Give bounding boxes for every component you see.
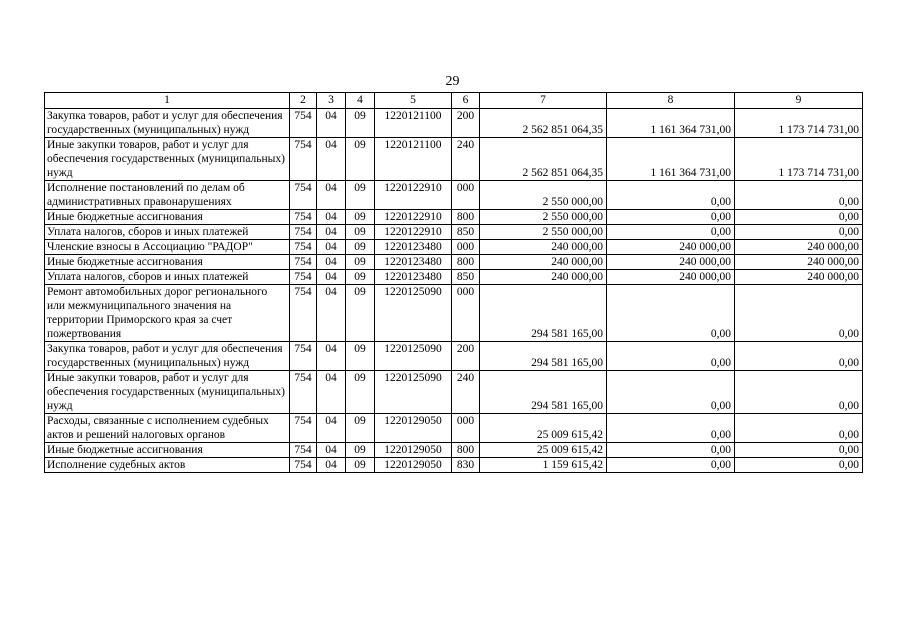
amount-col8-cell: 0,00 bbox=[607, 181, 735, 210]
page-number: 29 bbox=[445, 74, 460, 89]
subsection-code-cell: 09 bbox=[346, 342, 375, 371]
amount-col9-cell: 0,00 bbox=[735, 414, 863, 443]
header-cell: 2 bbox=[290, 93, 317, 109]
expense-type-cell: 800 bbox=[452, 210, 480, 225]
subsection-code-cell: 09 bbox=[346, 270, 375, 285]
target-article-cell: 1220121100 bbox=[375, 138, 452, 181]
header-cell: 6 bbox=[452, 93, 480, 109]
subsection-code-cell: 09 bbox=[346, 109, 375, 138]
amount-col9-cell: 240 000,00 bbox=[735, 255, 863, 270]
amount-col8-cell: 240 000,00 bbox=[607, 270, 735, 285]
amount-col9-cell: 240 000,00 bbox=[735, 240, 863, 255]
target-article-cell: 1220125090 bbox=[375, 371, 452, 414]
expense-type-cell: 850 bbox=[452, 270, 480, 285]
amount-col7-cell: 2 550 000,00 bbox=[480, 210, 607, 225]
gov-code-cell: 754 bbox=[290, 225, 317, 240]
section-code-cell: 04 bbox=[317, 342, 346, 371]
amount-col9-cell: 0,00 bbox=[735, 285, 863, 342]
row-name-cell: Расходы, связанные с исполнением судебных актов и решений налоговых органов bbox=[45, 414, 290, 443]
amount-col8-cell: 1 161 364 731,00 bbox=[607, 138, 735, 181]
amount-col9-cell: 0,00 bbox=[735, 443, 863, 458]
target-article-cell: 1220122910 bbox=[375, 210, 452, 225]
amount-col9-cell: 1 173 714 731,00 bbox=[735, 138, 863, 181]
header-cell: 5 bbox=[375, 93, 452, 109]
subsection-code-cell: 09 bbox=[346, 371, 375, 414]
amount-col9-cell: 240 000,00 bbox=[735, 270, 863, 285]
amount-col7-cell: 2 562 851 064,35 bbox=[480, 109, 607, 138]
subsection-code-cell: 09 bbox=[346, 240, 375, 255]
amount-col9-cell: 0,00 bbox=[735, 342, 863, 371]
expense-type-cell: 000 bbox=[452, 414, 480, 443]
row-name-cell: Закупка товаров, работ и услуг для обеспечения государственных (муниципальных) нужд bbox=[45, 109, 290, 138]
target-article-cell: 1220122910 bbox=[375, 181, 452, 210]
gov-code-cell: 754 bbox=[290, 240, 317, 255]
section-code-cell: 04 bbox=[317, 109, 346, 138]
expense-type-cell: 800 bbox=[452, 255, 480, 270]
amount-col9-cell: 1 173 714 731,00 bbox=[735, 109, 863, 138]
header-cell: 9 bbox=[735, 93, 863, 109]
table-row bbox=[45, 138, 863, 181]
section-code-cell: 04 bbox=[317, 240, 346, 255]
row-name-cell: Уплата налогов, сборов и иных платежей bbox=[45, 225, 290, 240]
row-name-cell: Членские взносы в Ассоциацию "РАДОР" bbox=[45, 240, 290, 255]
table-body bbox=[45, 93, 863, 473]
table-row bbox=[45, 443, 863, 458]
row-name-cell: Исполнение судебных актов bbox=[45, 458, 290, 473]
expense-type-cell: 200 bbox=[452, 109, 480, 138]
header-cell: 7 bbox=[480, 93, 607, 109]
amount-col8-cell: 0,00 bbox=[607, 285, 735, 342]
row-name-cell: Иные закупки товаров, работ и услуг для обеспечения государственных (муниципальных) нужд bbox=[45, 138, 290, 181]
target-article-cell: 1220123480 bbox=[375, 270, 452, 285]
table-row bbox=[45, 225, 863, 240]
amount-col8-cell: 0,00 bbox=[607, 225, 735, 240]
amount-col7-cell: 1 159 615,42 bbox=[480, 458, 607, 473]
amount-col7-cell: 25 009 615,42 bbox=[480, 443, 607, 458]
subsection-code-cell: 09 bbox=[346, 181, 375, 210]
table-row bbox=[45, 240, 863, 255]
target-article-cell: 1220125090 bbox=[375, 342, 452, 371]
amount-col7-cell: 240 000,00 bbox=[480, 240, 607, 255]
section-code-cell: 04 bbox=[317, 443, 346, 458]
table-row bbox=[45, 181, 863, 210]
target-article-cell: 1220122910 bbox=[375, 225, 452, 240]
table-row bbox=[45, 342, 863, 371]
expense-type-cell: 000 bbox=[452, 181, 480, 210]
amount-col7-cell: 294 581 165,00 bbox=[480, 285, 607, 342]
section-code-cell: 04 bbox=[317, 225, 346, 240]
subsection-code-cell: 09 bbox=[346, 414, 375, 443]
amount-col9-cell: 0,00 bbox=[735, 371, 863, 414]
table-row bbox=[45, 270, 863, 285]
row-name-cell: Иные бюджетные ассигнования bbox=[45, 210, 290, 225]
row-name-cell: Иные закупки товаров, работ и услуг для обеспечения государственных (муниципальных) нужд bbox=[45, 371, 290, 414]
target-article-cell: 1220125090 bbox=[375, 285, 452, 342]
header-cell: 1 bbox=[45, 93, 290, 109]
section-code-cell: 04 bbox=[317, 210, 346, 225]
section-code-cell: 04 bbox=[317, 255, 346, 270]
expense-type-cell: 240 bbox=[452, 371, 480, 414]
amount-col9-cell: 0,00 bbox=[735, 225, 863, 240]
subsection-code-cell: 09 bbox=[346, 458, 375, 473]
gov-code-cell: 754 bbox=[290, 371, 317, 414]
budget-table bbox=[44, 92, 863, 473]
subsection-code-cell: 09 bbox=[346, 138, 375, 181]
row-name-cell: Уплата налогов, сборов и иных платежей bbox=[45, 270, 290, 285]
subsection-code-cell: 09 bbox=[346, 255, 375, 270]
amount-col7-cell: 240 000,00 bbox=[480, 270, 607, 285]
row-name-cell: Иные бюджетные ассигнования bbox=[45, 255, 290, 270]
table-row bbox=[45, 255, 863, 270]
amount-col7-cell: 294 581 165,00 bbox=[480, 371, 607, 414]
expense-type-cell: 850 bbox=[452, 225, 480, 240]
section-code-cell: 04 bbox=[317, 458, 346, 473]
gov-code-cell: 754 bbox=[290, 414, 317, 443]
amount-col8-cell: 240 000,00 bbox=[607, 255, 735, 270]
section-code-cell: 04 bbox=[317, 285, 346, 342]
row-name-cell: Ремонт автомобильных дорог регионального или межмуниципального значения на территории Приморского края за счет пожертвования bbox=[45, 285, 290, 342]
amount-col9-cell: 0,00 bbox=[735, 458, 863, 473]
amount-col7-cell: 294 581 165,00 bbox=[480, 342, 607, 371]
target-article-cell: 1220129050 bbox=[375, 458, 452, 473]
target-article-cell: 1220129050 bbox=[375, 414, 452, 443]
table-row bbox=[45, 371, 863, 414]
row-name-cell: Закупка товаров, работ и услуг для обеспечения государственных (муниципальных) нужд bbox=[45, 342, 290, 371]
target-article-cell: 1220123480 bbox=[375, 255, 452, 270]
section-code-cell: 04 bbox=[317, 181, 346, 210]
expense-type-cell: 000 bbox=[452, 240, 480, 255]
amount-col8-cell: 0,00 bbox=[607, 458, 735, 473]
amount-col9-cell: 0,00 bbox=[735, 181, 863, 210]
amount-col7-cell: 2 550 000,00 bbox=[480, 225, 607, 240]
table-row bbox=[45, 109, 863, 138]
amount-col7-cell: 2 550 000,00 bbox=[480, 181, 607, 210]
amount-col8-cell: 240 000,00 bbox=[607, 240, 735, 255]
gov-code-cell: 754 bbox=[290, 342, 317, 371]
amount-col7-cell: 25 009 615,42 bbox=[480, 414, 607, 443]
subsection-code-cell: 09 bbox=[346, 443, 375, 458]
gov-code-cell: 754 bbox=[290, 255, 317, 270]
subsection-code-cell: 09 bbox=[346, 210, 375, 225]
amount-col8-cell: 0,00 bbox=[607, 371, 735, 414]
table-row bbox=[45, 458, 863, 473]
gov-code-cell: 754 bbox=[290, 443, 317, 458]
amount-col8-cell: 0,00 bbox=[607, 443, 735, 458]
subsection-code-cell: 09 bbox=[346, 285, 375, 342]
amount-col8-cell: 0,00 bbox=[607, 342, 735, 371]
amount-col8-cell: 1 161 364 731,00 bbox=[607, 109, 735, 138]
table-row bbox=[45, 285, 863, 342]
amount-col8-cell: 0,00 bbox=[607, 414, 735, 443]
amount-col7-cell: 2 562 851 064,35 bbox=[480, 138, 607, 181]
amount-col9-cell: 0,00 bbox=[735, 210, 863, 225]
expense-type-cell: 200 bbox=[452, 342, 480, 371]
expense-type-cell: 000 bbox=[452, 285, 480, 342]
section-code-cell: 04 bbox=[317, 270, 346, 285]
header-cell: 4 bbox=[346, 93, 375, 109]
gov-code-cell: 754 bbox=[290, 109, 317, 138]
target-article-cell: 1220123480 bbox=[375, 240, 452, 255]
expense-type-cell: 830 bbox=[452, 458, 480, 473]
amount-col8-cell: 0,00 bbox=[607, 210, 735, 225]
gov-code-cell: 754 bbox=[290, 270, 317, 285]
section-code-cell: 04 bbox=[317, 138, 346, 181]
gov-code-cell: 754 bbox=[290, 458, 317, 473]
expense-type-cell: 240 bbox=[452, 138, 480, 181]
amount-col7-cell: 240 000,00 bbox=[480, 255, 607, 270]
section-code-cell: 04 bbox=[317, 414, 346, 443]
target-article-cell: 1220121100 bbox=[375, 109, 452, 138]
header-row bbox=[45, 93, 863, 109]
table-row bbox=[45, 414, 863, 443]
gov-code-cell: 754 bbox=[290, 285, 317, 342]
gov-code-cell: 754 bbox=[290, 181, 317, 210]
section-code-cell: 04 bbox=[317, 371, 346, 414]
row-name-cell: Иные бюджетные ассигнования bbox=[45, 443, 290, 458]
header-cell: 3 bbox=[317, 93, 346, 109]
gov-code-cell: 754 bbox=[290, 210, 317, 225]
header-cell: 8 bbox=[607, 93, 735, 109]
target-article-cell: 1220129050 bbox=[375, 443, 452, 458]
gov-code-cell: 754 bbox=[290, 138, 317, 181]
table-row bbox=[45, 210, 863, 225]
subsection-code-cell: 09 bbox=[346, 225, 375, 240]
row-name-cell: Исполнение постановлений по делам об административных правонарушениях bbox=[45, 181, 290, 210]
expense-type-cell: 800 bbox=[452, 443, 480, 458]
